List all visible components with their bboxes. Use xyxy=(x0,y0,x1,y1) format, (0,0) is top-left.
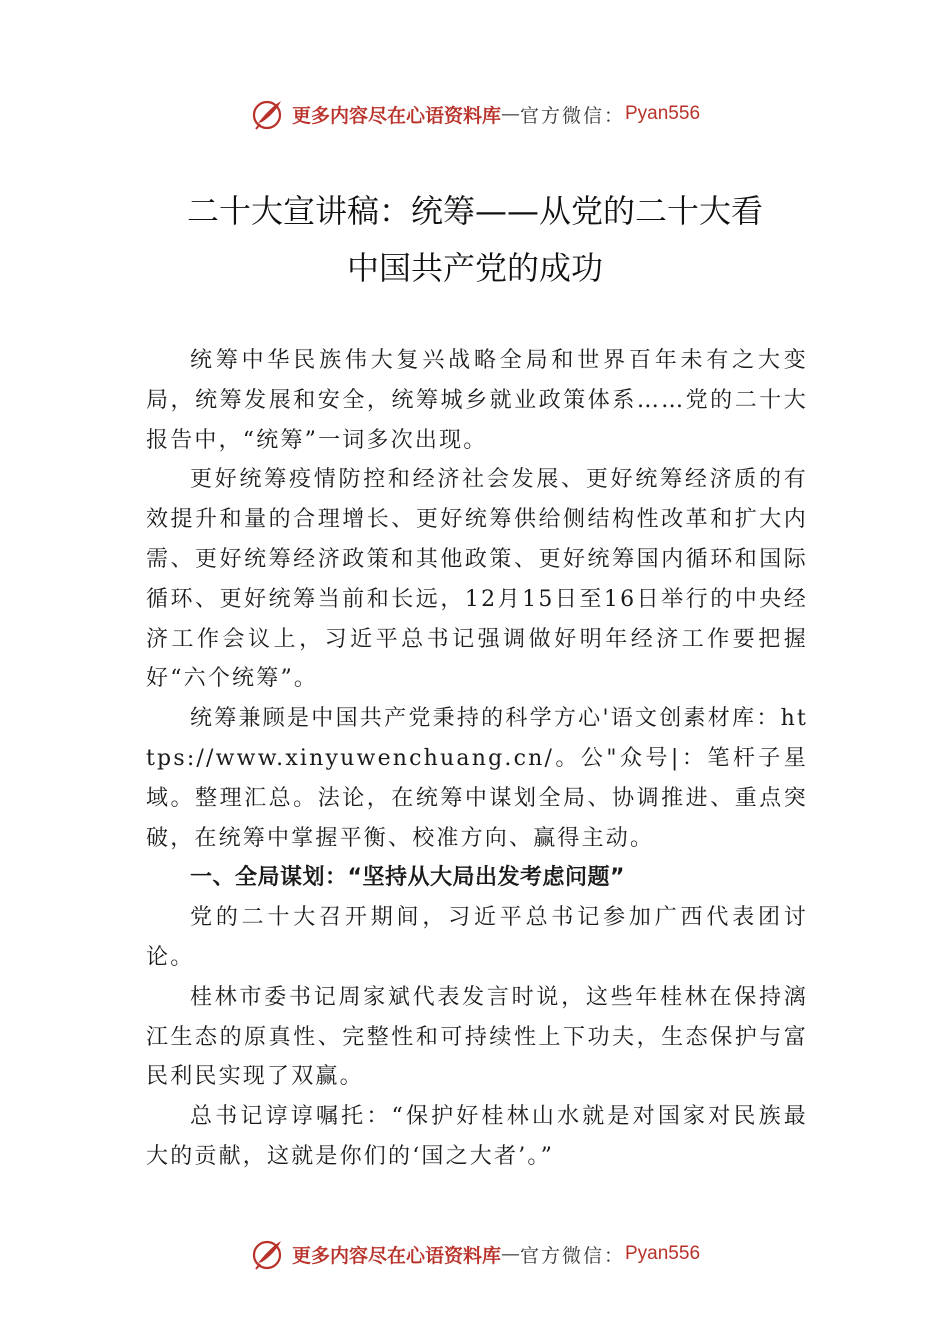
title-line-1: 二十大宣讲稿：统筹——从党的二十大看 xyxy=(186,192,763,230)
paragraph: 统筹兼顾是中国共产党秉持的科学方心'语文创素材库：https://www.xinyuwenchuang.cn/。公"众号|：笔杆子星域。整理汇总。法论，在统筹中谋划全局、协调推进、重点突破，在统筹中掌握平衡、校准方向、赢得主动。 xyxy=(146,706,808,851)
banner-wechat-id: Pyan556 xyxy=(625,1243,701,1264)
document-body xyxy=(146,341,808,1177)
banner-wechat-id: Pyan556 xyxy=(625,103,701,124)
banner-label: 官方微信： xyxy=(519,104,625,127)
paragraph: 总书记谆谆嘱托：“保护好桂林山水就是对国家对民族最大的贡献，这就是你们的‘国之大者’。” xyxy=(146,1104,808,1169)
paragraph: 更好统筹疫情防控和经济社会发展、更好统筹经济质的有效提升和量的合理增长、更好统筹供给侧结构性改革和扩大内需、更好统筹经济政策和其他政策、更好统筹国内循环和国际循环、更好统筹当前和长远，12月15日至16日举行的中央经济工作会议上，习近平总书记强调做好明年经济工作要把握好“六个统筹”。 xyxy=(146,467,808,692)
banner-brand-text: 更多内容尽在心语资料库 xyxy=(291,104,501,127)
paragraph: 统筹中华民族伟大复兴战略全局和世界百年未有之大变局，统筹发展和安全，统筹城乡就业政策体系……党的二十大报告中，“统筹”一词多次出现。 xyxy=(146,348,808,453)
quill-logo-icon xyxy=(250,96,286,132)
banner-brand-text: 更多内容尽在心语资料库 xyxy=(291,1244,501,1267)
banner-label: 官方微信： xyxy=(519,1244,625,1267)
quill-logo-icon xyxy=(250,1236,286,1272)
paragraph: 桂林市委书记周家斌代表发言时说，这些年桂林在保持漓江生态的原真性、完整性和可持续性上下功夫，生态保护与富民利民实现了双赢。 xyxy=(146,984,808,1090)
document-title xyxy=(100,183,850,297)
watermark-banner-bottom xyxy=(0,1234,950,1274)
watermark-banner-top xyxy=(0,94,950,134)
title-line-2: 中国共产党的成功 xyxy=(346,249,603,287)
banner-separator: — xyxy=(500,103,520,125)
banner-separator: — xyxy=(500,1243,520,1265)
paragraph: 党的二十大召开期间，习近平总书记参加广西代表团讨论。 xyxy=(146,905,808,970)
section-heading: 一、全局谋划：“坚持从大局出发考虑问题” xyxy=(190,865,625,891)
